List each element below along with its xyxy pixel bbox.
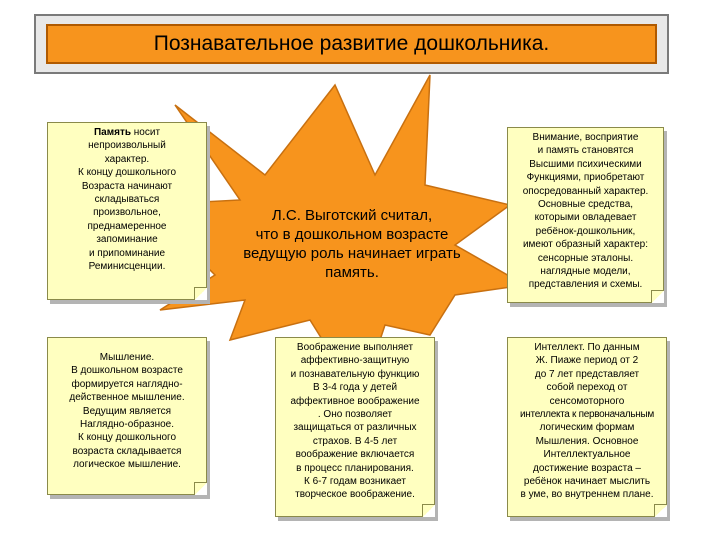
note-line: и припоминание	[88, 247, 166, 259]
note-line: опосредованный характер.	[522, 185, 649, 197]
note-line: Воображение выполняет	[296, 342, 414, 353]
note-line: действенное мышление.	[69, 392, 185, 404]
page-fold	[422, 504, 435, 517]
note-line: К 6-7 годам возникает	[304, 476, 406, 488]
note-line: В 3-4 года у детей	[312, 382, 398, 394]
note-line: Возраста начинают	[81, 180, 173, 192]
note-line: воображение включается	[295, 449, 415, 461]
page-fold	[194, 482, 207, 495]
note-line: Высшими психическими	[529, 158, 642, 170]
note-line: логическое мышление.	[73, 459, 181, 471]
memory-heading: Память	[93, 127, 131, 138]
note-line: . Оно позволяет	[317, 409, 393, 421]
note-line: которыми овладевает	[534, 212, 637, 224]
note-line: характер.	[104, 153, 150, 165]
imagination-note	[275, 337, 435, 517]
note-line: Интеллектуальное	[543, 449, 631, 461]
note-line: защищаться от различных	[293, 422, 417, 434]
note-line: Реминисценции.	[88, 261, 166, 273]
note-line: К концу дошкольного	[77, 432, 177, 444]
note-line: в уме, во внутреннем плане.	[520, 489, 654, 501]
vygotsky-statement	[212, 206, 492, 282]
note-line: ребёнок начинает мыслить	[523, 476, 651, 488]
note-line: складываться	[94, 194, 160, 206]
note-line: творческое воображение.	[295, 489, 415, 501]
note-line: достижение возраста –	[533, 462, 641, 474]
attention-note	[507, 127, 664, 303]
page-title: Познавательное развитие дошкольника.	[46, 24, 657, 64]
note-line: собой переход от	[546, 382, 628, 394]
note-line: в процесс планирования.	[296, 462, 414, 474]
note-line: Ведущим является	[82, 405, 172, 417]
note-line: страхов. В 4-5 лет	[312, 435, 398, 447]
note-line: Интеллект. По данным	[534, 342, 640, 353]
page-fold	[194, 287, 207, 300]
note-line: произвольное,	[93, 207, 161, 219]
note-line: сенсорные эталоны.	[537, 252, 634, 264]
page-fold	[651, 290, 664, 303]
note-line: Наглядно-образное.	[79, 419, 175, 431]
note-line: сенсомоторного	[549, 395, 625, 407]
note-line: Мышления. Основное	[535, 435, 639, 447]
note-line: возраста складывается	[72, 445, 182, 457]
note-line: запоминание	[96, 234, 158, 246]
center-line: что в дошкольном возрасте	[255, 226, 449, 243]
memory-first-line	[48, 126, 206, 139]
note-line: и память становятся	[537, 145, 634, 157]
note-line: непроизвольный	[88, 140, 166, 152]
note-line: имеют образный характер:	[522, 239, 649, 251]
thinking-note	[47, 337, 207, 495]
memory-note	[47, 122, 207, 300]
note-line: формируется наглядно-	[71, 378, 183, 390]
note-line: Основные средства,	[537, 199, 634, 211]
note-line: Ж. Пиаже период от 2	[535, 355, 639, 367]
note-line: преднамеренное	[87, 220, 167, 232]
note-line: Функциями, приобретают	[526, 172, 645, 184]
intellect-note	[507, 337, 667, 517]
center-line: память.	[325, 264, 379, 281]
note-line: до 7 лет представляет	[534, 368, 640, 380]
note-line: Мышление.	[99, 352, 155, 363]
center-line: Л.С. Выготский считал,	[271, 207, 433, 224]
note-line: логическим формам	[539, 422, 635, 434]
note-line: аффективное воображение	[290, 395, 420, 407]
note-line: аффективно-защитную	[300, 355, 410, 367]
note-line: и познавательную функцию	[290, 368, 420, 380]
memory-first-rest: носит	[131, 127, 161, 138]
center-line: ведущую роль начинает играть	[243, 245, 461, 262]
note-line: Внимание, восприятие	[532, 132, 639, 143]
note-line: ребёнок-дошкольник,	[535, 225, 636, 237]
note-line: В дошкольном возрасте	[71, 365, 183, 377]
note-line: наглядные модели,	[540, 266, 631, 278]
note-line: К концу дошкольного	[77, 167, 177, 179]
note-line: представления и схемы.	[528, 279, 643, 291]
note-line: интеллекта к первоначальным	[520, 409, 654, 421]
page-fold	[654, 504, 667, 517]
